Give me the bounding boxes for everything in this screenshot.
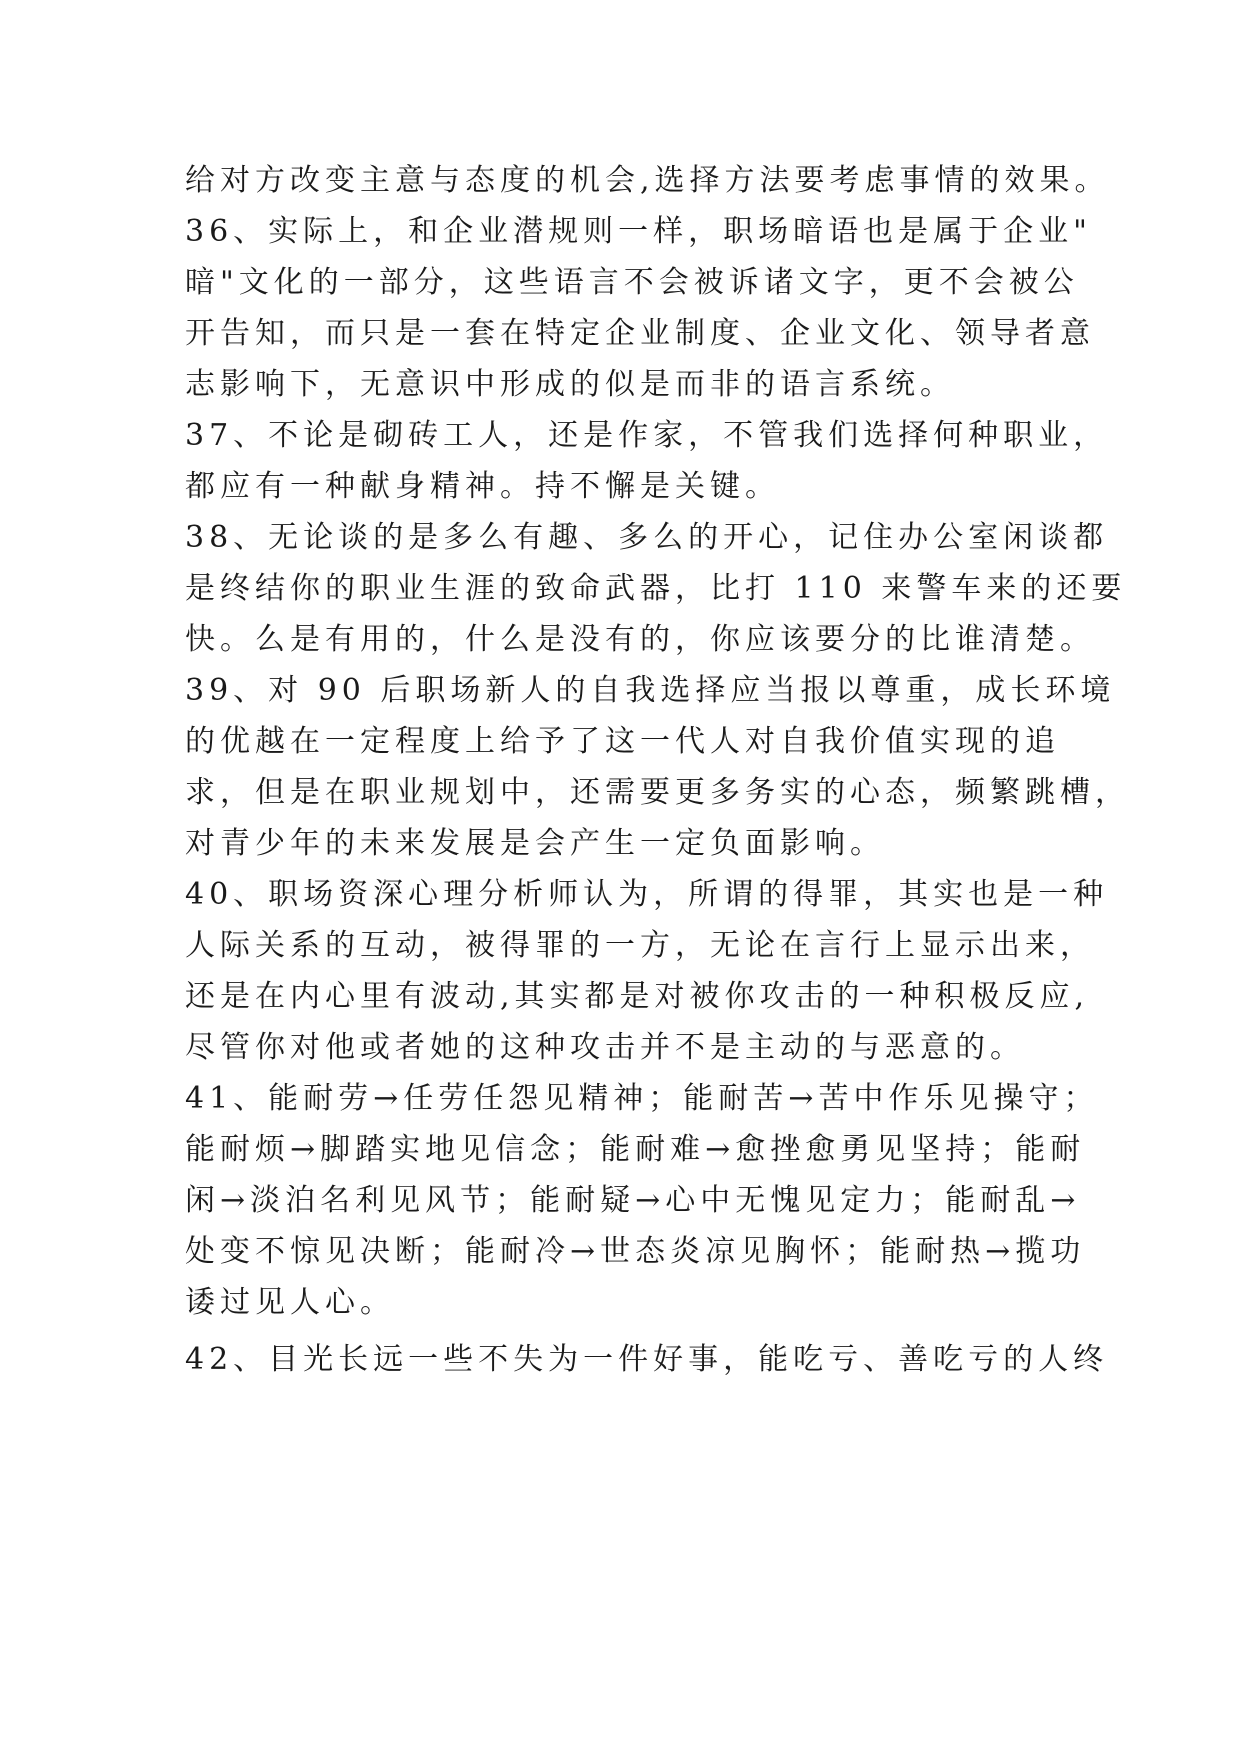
text-line: 还是在内心里有波动,其实都是对被你攻击的一种积极反应,	[185, 979, 1090, 1014]
text-line: 42、目光长远一些不失为一件好事，能吃亏、善吃亏的人终	[185, 1342, 1109, 1377]
text-line: 39、对 90 后职场新人的自我选择应当报以尊重，成长环境	[185, 673, 1116, 708]
text-line: 尽管你对他或者她的这种攻击并不是主动的与恶意的。	[185, 1030, 1025, 1065]
text-line: 开告知，而只是一套在特定企业制度、企业文化、领导者意	[185, 316, 1095, 351]
body-text	[185, 155, 1185, 1385]
text-line: 人际关系的互动，被得罪的一方，无论在言行上显示出来，	[185, 928, 1095, 963]
text-line: 是终结你的职业生涯的致命武器，比打 110 来警车来的还要	[185, 571, 1127, 606]
text-line: 对青少年的未来发展是会产生一定负面影响。	[185, 826, 885, 861]
text-line: 闲→淡泊名利见风节；能耐疑→心中无愧见定力；能耐乱→	[185, 1183, 1081, 1218]
text-line: 处变不惊见决断；能耐冷→世态炎凉见胸怀；能耐热→揽功	[185, 1234, 1086, 1269]
text-line: 38、无论谈的是多么有趣、多么的开心，记住办公室闲谈都	[185, 520, 1109, 555]
text-line: 37、不论是砌砖工人，还是作家，不管我们选择何种职业，	[185, 418, 1109, 453]
text-line: 快。么是有用的，什么是没有的，你应该要分的比谁清楚。	[185, 622, 1095, 657]
text-line: 求，但是在职业规划中，还需要更多务实的心态，频繁跳槽，	[185, 775, 1130, 810]
text-line: 的优越在一定程度上给予了这一代人对自我价值实现的追	[185, 724, 1060, 759]
text-line: 志影响下，无意识中形成的似是而非的语言系统。	[185, 367, 955, 402]
text-line: 36、实际上，和企业潜规则一样，职场暗语也是属于企业"	[185, 214, 1092, 249]
text-line: 能耐烦→脚踏实地见信念；能耐难→愈挫愈勇见坚持；能耐	[185, 1132, 1086, 1167]
text-line: 40、职场资深心理分析师认为，所谓的得罪，其实也是一种	[185, 877, 1109, 912]
text-line: 给对方改变主意与态度的机会,选择方法要考虑事情的效果。	[185, 163, 1110, 198]
text-line: 暗"文化的一部分，这些语言不会被诉诸文字，更不会被公	[185, 265, 1079, 300]
text-line: 诿过见人心。	[185, 1285, 395, 1320]
text-line: 41、能耐劳→任劳任怨见精神；能耐苦→苦中作乐见操守；	[185, 1081, 1099, 1116]
text-line: 都应有一种献身精神。持不懈是关键。	[185, 469, 780, 504]
